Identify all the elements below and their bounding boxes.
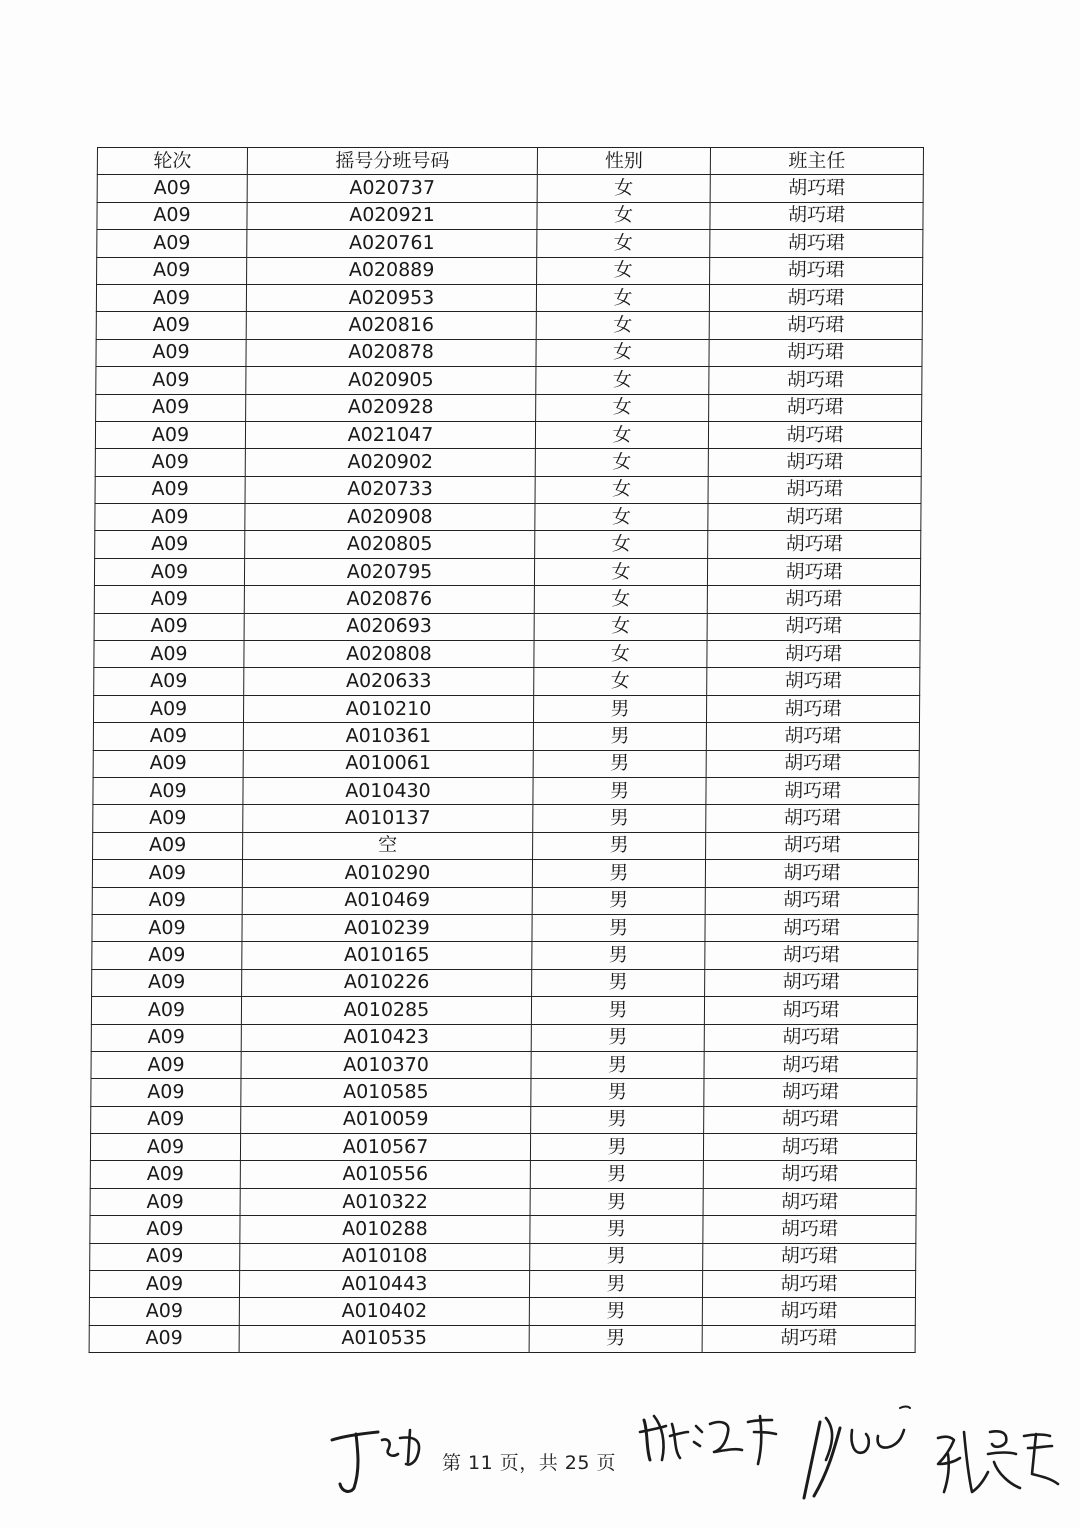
gender-cell: 男 (530, 1188, 703, 1215)
round-cell: A09 (93, 805, 243, 832)
lottery-number-cell: A020928 (246, 394, 536, 421)
head-teacher-cell: 胡巧珺 (705, 887, 918, 914)
table-row (92, 914, 918, 941)
round-cell: A09 (90, 1134, 240, 1161)
head-teacher-cell: 胡巧珺 (705, 860, 918, 887)
gender-cell: 男 (530, 1161, 703, 1188)
gender-cell: 女 (536, 367, 709, 394)
lottery-number-cell: A020693 (244, 613, 534, 640)
round-cell: A09 (96, 367, 246, 394)
head-teacher-cell: 胡巧珺 (703, 1188, 916, 1215)
head-teacher-cell: 胡巧珺 (708, 421, 921, 448)
lottery-number-cell: A010585 (241, 1079, 531, 1106)
handwritten-signature-4-icon (928, 1418, 1062, 1500)
table-row (95, 421, 921, 448)
header-round: 轮次 (97, 148, 247, 175)
table-row (97, 175, 923, 202)
head-teacher-cell: 胡巧珺 (709, 312, 922, 339)
lottery-number-cell: A010061 (243, 750, 533, 777)
table-row (93, 805, 919, 832)
table-row (90, 1243, 916, 1270)
round-cell: A09 (95, 531, 245, 558)
round-cell: A09 (91, 997, 241, 1024)
head-teacher-cell: 胡巧珺 (704, 1079, 917, 1106)
head-teacher-cell: 胡巧珺 (706, 805, 919, 832)
lottery-number-cell: A010285 (241, 997, 531, 1024)
round-cell: A09 (90, 1161, 240, 1188)
table-row (91, 1106, 917, 1133)
gender-cell: 女 (536, 284, 709, 311)
table-row (93, 723, 919, 750)
round-cell: A09 (93, 750, 243, 777)
lottery-number-cell: A010322 (240, 1188, 530, 1215)
lottery-number-cell: A010361 (243, 723, 533, 750)
gender-cell: 男 (531, 1051, 704, 1078)
lottery-number-cell: A010210 (243, 695, 533, 722)
gender-cell: 男 (532, 914, 705, 941)
gender-cell: 女 (537, 202, 710, 229)
lottery-number-cell: A010226 (242, 969, 532, 996)
head-teacher-cell: 胡巧珺 (702, 1271, 915, 1298)
round-cell: A09 (89, 1325, 239, 1352)
gender-cell: 男 (531, 1079, 704, 1106)
head-teacher-cell: 胡巧珺 (710, 202, 923, 229)
gender-cell: 男 (530, 1216, 703, 1243)
handwritten-signature-2-icon (636, 1402, 784, 1474)
table-row (92, 969, 918, 996)
table-row (91, 1051, 917, 1078)
head-teacher-cell: 胡巧珺 (707, 586, 920, 613)
table-row (95, 449, 921, 476)
table-row (92, 887, 918, 914)
table-row (92, 942, 918, 969)
head-teacher-cell: 胡巧珺 (707, 558, 920, 585)
round-cell: A09 (94, 558, 244, 585)
gender-cell: 男 (529, 1271, 702, 1298)
handwritten-signature-1-icon (318, 1418, 440, 1500)
table-row (91, 1079, 917, 1106)
gender-cell: 女 (534, 613, 707, 640)
header-gender: 性别 (537, 148, 710, 175)
table-row (95, 476, 921, 503)
table-row (90, 1161, 916, 1188)
lottery-number-cell: A010556 (240, 1161, 530, 1188)
gender-cell: 男 (533, 832, 706, 859)
gender-cell: 男 (532, 887, 705, 914)
head-teacher-cell: 胡巧珺 (708, 504, 921, 531)
gender-cell: 女 (535, 504, 708, 531)
lottery-number-cell: A021047 (245, 421, 535, 448)
table-body (89, 175, 923, 1353)
lottery-number-cell: A020633 (244, 668, 534, 695)
table-row (94, 668, 920, 695)
round-cell: A09 (94, 613, 244, 640)
head-teacher-cell: 胡巧珺 (705, 914, 918, 941)
lottery-number-cell: A020953 (246, 284, 536, 311)
lottery-number-cell: A010108 (240, 1243, 530, 1270)
lottery-number-cell: A020905 (246, 367, 536, 394)
round-cell: A09 (91, 1051, 241, 1078)
table-row (93, 750, 919, 777)
gender-cell: 男 (533, 777, 706, 804)
head-teacher-cell: 胡巧珺 (708, 449, 921, 476)
round-cell: A09 (95, 449, 245, 476)
table-row (96, 339, 922, 366)
head-teacher-cell: 胡巧珺 (705, 942, 918, 969)
gender-cell: 男 (529, 1325, 702, 1352)
round-cell: A09 (91, 1024, 241, 1051)
lottery-number-cell: A020805 (245, 531, 535, 558)
head-teacher-cell: 胡巧珺 (702, 1298, 915, 1325)
round-cell: A09 (93, 723, 243, 750)
round-cell: A09 (94, 668, 244, 695)
gender-cell: 女 (534, 668, 707, 695)
head-teacher-cell: 胡巧珺 (709, 367, 922, 394)
lottery-number-cell: A010402 (239, 1298, 529, 1325)
table-row (95, 531, 921, 558)
gender-cell: 男 (533, 750, 706, 777)
head-teacher-cell: 胡巧珺 (707, 668, 920, 695)
lottery-number-cell: A010423 (241, 1024, 531, 1051)
table-row (91, 997, 917, 1024)
round-cell: A09 (95, 476, 245, 503)
gender-cell: 女 (535, 531, 708, 558)
table-row (92, 860, 918, 887)
round-cell: A09 (90, 1188, 240, 1215)
head-teacher-cell: 胡巧珺 (704, 1024, 917, 1051)
head-teacher-cell: 胡巧珺 (703, 1216, 916, 1243)
round-cell: A09 (96, 339, 246, 366)
table-row (94, 613, 920, 640)
table-row (90, 1134, 916, 1161)
lottery-number-cell: A020876 (244, 586, 534, 613)
head-teacher-cell: 胡巧珺 (703, 1243, 916, 1270)
round-cell: A09 (96, 284, 246, 311)
head-teacher-cell: 胡巧珺 (704, 1106, 917, 1133)
gender-cell: 男 (531, 997, 704, 1024)
round-cell: A09 (92, 942, 242, 969)
round-cell: A09 (97, 175, 247, 202)
gender-cell: 男 (533, 723, 706, 750)
table-row (96, 284, 922, 311)
round-cell: A09 (89, 1271, 239, 1298)
head-teacher-cell: 胡巧珺 (703, 1134, 916, 1161)
gender-cell: 女 (535, 421, 708, 448)
lottery-number-cell: A010137 (243, 805, 533, 832)
lottery-number-cell: A020733 (245, 476, 535, 503)
table-row (94, 558, 920, 585)
lottery-number-cell: A020808 (244, 641, 534, 668)
round-cell: A09 (91, 1106, 241, 1133)
head-teacher-cell: 胡巧珺 (710, 230, 923, 257)
round-cell: A09 (93, 695, 243, 722)
table-row (95, 504, 921, 531)
head-teacher-cell: 胡巧珺 (706, 750, 919, 777)
gender-cell: 男 (529, 1298, 702, 1325)
lottery-number-cell: A010430 (243, 777, 533, 804)
round-cell: A09 (92, 887, 242, 914)
round-cell: A09 (95, 504, 245, 531)
head-teacher-cell: 胡巧珺 (706, 832, 919, 859)
gender-cell: 男 (532, 969, 705, 996)
round-cell: A09 (93, 777, 243, 804)
gender-cell: 女 (534, 558, 707, 585)
class-assignment-table (89, 147, 924, 1353)
head-teacher-cell: 胡巧珺 (709, 394, 922, 421)
round-cell: A09 (94, 641, 244, 668)
lottery-number-cell: A010567 (240, 1134, 530, 1161)
round-cell: A09 (92, 969, 242, 996)
lottery-number-cell: A010443 (239, 1271, 529, 1298)
lottery-number-cell: A020889 (247, 257, 537, 284)
table-row (93, 695, 919, 722)
lottery-number-cell: A020737 (247, 175, 537, 202)
head-teacher-cell: 胡巧珺 (709, 284, 922, 311)
lottery-number-cell: 空 (243, 832, 533, 859)
lottery-number-cell: A010535 (239, 1325, 529, 1352)
lottery-number-cell: A010290 (242, 860, 532, 887)
table-row (89, 1325, 915, 1352)
gender-cell: 男 (532, 860, 705, 887)
lottery-number-cell: A020816 (246, 312, 536, 339)
gender-cell: 女 (534, 641, 707, 668)
lottery-number-cell: A010288 (240, 1216, 530, 1243)
lottery-number-cell: A020878 (246, 339, 536, 366)
round-cell: A09 (94, 586, 244, 613)
head-teacher-cell: 胡巧珺 (703, 1161, 916, 1188)
gender-cell: 男 (530, 1243, 703, 1270)
table-row (96, 312, 922, 339)
table-row (89, 1271, 915, 1298)
table-row (90, 1188, 916, 1215)
round-cell: A09 (90, 1216, 240, 1243)
head-teacher-cell: 胡巧珺 (707, 641, 920, 668)
round-cell: A09 (90, 1243, 240, 1270)
head-teacher-cell: 胡巧珺 (704, 997, 917, 1024)
lottery-number-cell: A020908 (245, 504, 535, 531)
header-lottery-number: 摇号分班号码 (247, 148, 537, 175)
lottery-number-cell: A010165 (242, 942, 532, 969)
table-row (97, 202, 923, 229)
table-row (91, 1024, 917, 1051)
gender-cell: 女 (535, 449, 708, 476)
gender-cell: 女 (537, 230, 710, 257)
gender-cell: 男 (533, 805, 706, 832)
head-teacher-cell: 胡巧珺 (710, 257, 923, 284)
round-cell: A09 (95, 421, 245, 448)
page-indicator: 第 11 页，共 25 页 (442, 1452, 617, 1474)
gender-cell: 女 (536, 312, 709, 339)
table-row (96, 394, 922, 421)
head-teacher-cell: 胡巧珺 (702, 1325, 915, 1352)
gender-cell: 女 (537, 257, 710, 284)
head-teacher-cell: 胡巧珺 (708, 531, 921, 558)
lottery-number-cell: A020921 (247, 202, 537, 229)
gender-cell: 女 (536, 339, 709, 366)
table-row (97, 230, 923, 257)
table-row (96, 367, 922, 394)
round-cell: A09 (92, 860, 242, 887)
round-cell: A09 (91, 1079, 241, 1106)
lottery-number-cell: A010469 (242, 887, 532, 914)
gender-cell: 男 (533, 695, 706, 722)
round-cell: A09 (96, 394, 246, 421)
round-cell: A09 (93, 832, 243, 859)
lottery-number-cell: A010239 (242, 914, 532, 941)
round-cell: A09 (96, 312, 246, 339)
head-teacher-cell: 胡巧珺 (706, 695, 919, 722)
head-teacher-cell: 胡巧珺 (710, 175, 923, 202)
lottery-number-cell: A020795 (244, 558, 534, 585)
gender-cell: 女 (536, 394, 709, 421)
lottery-number-cell: A020902 (245, 449, 535, 476)
lottery-number-cell: A020761 (247, 230, 537, 257)
round-cell: A09 (97, 230, 247, 257)
gender-cell: 女 (534, 586, 707, 613)
lottery-number-cell: A010059 (241, 1106, 531, 1133)
table-row (89, 1298, 915, 1325)
table-row (94, 641, 920, 668)
table-row (93, 832, 919, 859)
head-teacher-cell: 胡巧珺 (705, 969, 918, 996)
round-cell: A09 (97, 202, 247, 229)
head-teacher-cell: 胡巧珺 (709, 339, 922, 366)
round-cell: A09 (92, 914, 242, 941)
round-cell: A09 (89, 1298, 239, 1325)
table-row (97, 257, 923, 284)
head-teacher-cell: 胡巧珺 (706, 723, 919, 750)
gender-cell: 男 (531, 1106, 704, 1133)
handwritten-signature-3-icon (796, 1400, 916, 1504)
table-row (93, 777, 919, 804)
lottery-number-cell: A010370 (241, 1051, 531, 1078)
table-header-row (97, 148, 923, 175)
gender-cell: 女 (535, 476, 708, 503)
round-cell: A09 (97, 257, 247, 284)
table-row (94, 586, 920, 613)
table-row (90, 1216, 916, 1243)
gender-cell: 男 (530, 1134, 703, 1161)
gender-cell: 女 (537, 175, 710, 202)
head-teacher-cell: 胡巧珺 (708, 476, 921, 503)
gender-cell: 男 (531, 1024, 704, 1051)
head-teacher-cell: 胡巧珺 (707, 613, 920, 640)
gender-cell: 男 (532, 942, 705, 969)
head-teacher-cell: 胡巧珺 (704, 1051, 917, 1078)
header-head-teacher: 班主任 (710, 148, 923, 175)
head-teacher-cell: 胡巧珺 (706, 777, 919, 804)
